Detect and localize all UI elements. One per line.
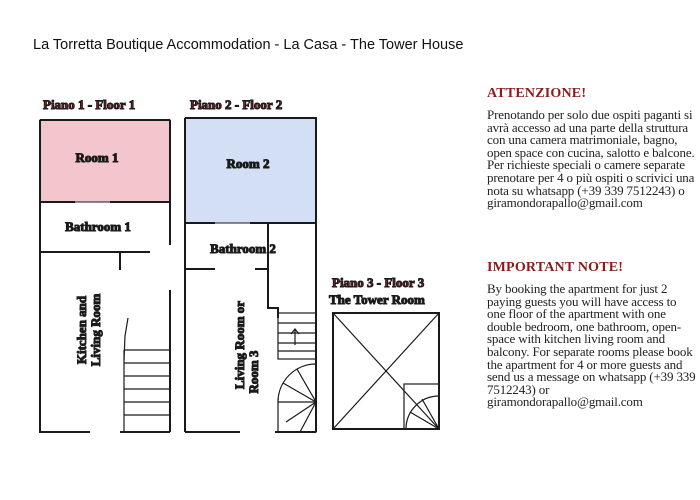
important-text: By booking the apartment for just 2 paying guests you will have access to one floor of the apartment with one double bedroom, one bathroom, open-space with kitchen living room and balcony. For separate rooms please book the apartment for 4 or more guests and send us a message on whatsapp (+39 339 7512243) or giramondorapallo@gmail.com <box>487 281 696 410</box>
important-title: IMPORTANT NOTE! <box>487 260 624 275</box>
page-title: La Torretta Boutique Accommodation - La Casa - The Tower House <box>33 37 464 53</box>
floor-1-label: Piano 1 - Floor 1 <box>43 97 136 112</box>
floor-3-label: Piano 3 - Floor 3 <box>332 275 425 290</box>
floor-1-plan <box>40 97 170 432</box>
floor-2-label: Piano 2 - Floor 2 <box>190 97 283 112</box>
tower-room-details <box>333 313 439 429</box>
living-room-label-line1: Living Room or <box>232 300 247 390</box>
room-1-label: Room 1 <box>75 150 119 165</box>
important-note-en <box>487 260 697 409</box>
attention-text: Prenotando per solo due ospiti paganti si avrà accesso ad una parte della struttura con una camera matrimoniale, bagno, open space con cucina, salotto e balcone. Per richieste speciali o camere separate prenotare per 4 o più ospiti o scrivici una nota su whatsapp (+39 339 7512243) o giramondorapallo@gmail.com <box>487 107 695 211</box>
floor-3-plan <box>329 275 439 429</box>
floor-2-plan <box>185 97 316 432</box>
tower-room-label: The Tower Room <box>329 292 425 307</box>
floor-2-stairs <box>278 313 316 432</box>
bathroom-2-label: Bathroom 2 <box>210 241 276 256</box>
room-2-label: Room 2 <box>226 156 270 171</box>
kitchen-living-label-line1: Kitchen and <box>74 295 89 365</box>
kitchen-living-label-line2: Living Room <box>88 293 103 367</box>
attention-note-it <box>487 86 697 210</box>
attention-title: ATTENZIONE! <box>487 86 587 101</box>
floor-1-stairs <box>124 318 170 432</box>
bathroom-1-label: Bathroom 1 <box>65 219 131 234</box>
living-room-label-line2: Room 3 <box>246 350 261 394</box>
